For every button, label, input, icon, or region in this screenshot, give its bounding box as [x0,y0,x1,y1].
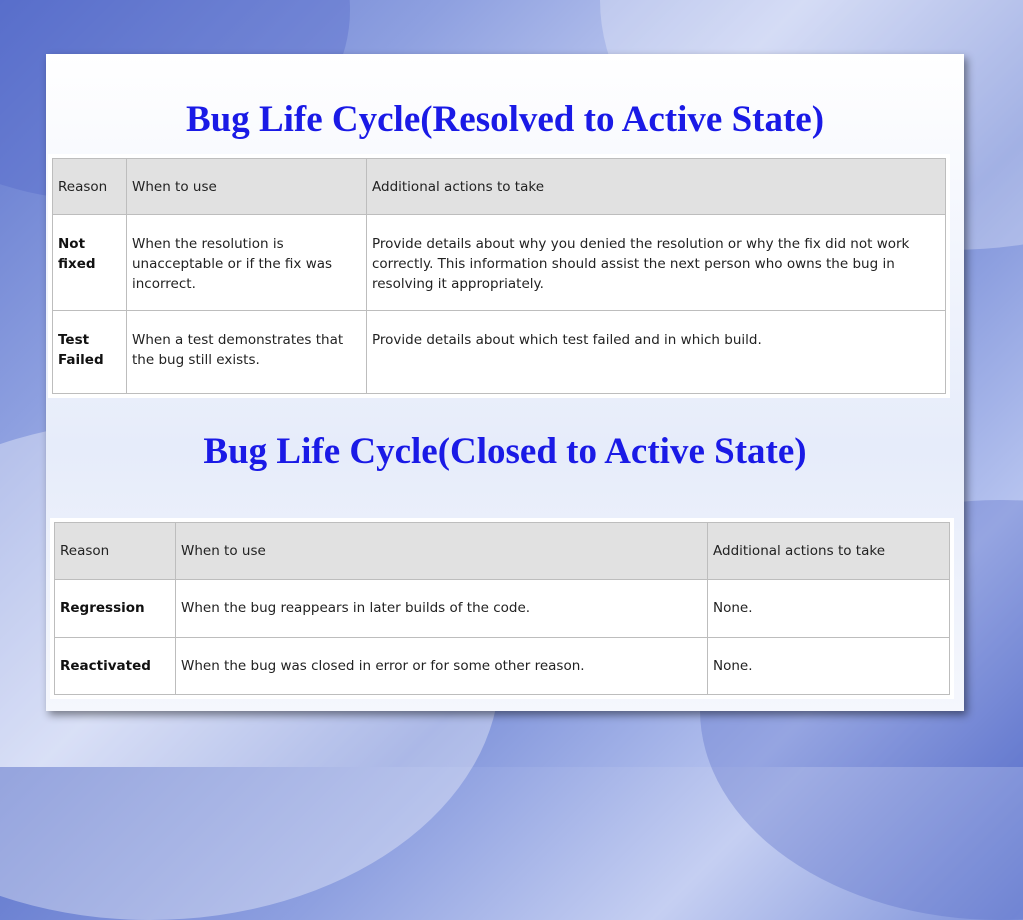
header-reason: Reason [53,159,127,215]
when-cell: When the bug reappears in later builds of the code. [176,580,708,637]
when-cell: When a test demonstrates that the bug still exists. [127,311,367,394]
slide [46,54,964,711]
reason-cell: Test Failed [53,311,127,394]
table-row [53,311,946,394]
header-reason: Reason [55,523,176,580]
header-when-to-use: When to use [127,159,367,215]
actions-cell: Provide details about why you denied the resolution or why the fix did not work correctly. This information should assist the next person who owns the bug in resolving it appropriately. [367,215,946,311]
actions-cell: None. [708,580,950,637]
actions-cell: Provide details about which test failed and in which build. [367,311,946,394]
actions-cell: None. [708,637,950,694]
resolved-to-active-table [52,158,946,394]
when-cell: When the bug was closed in error or for some other reason. [176,637,708,694]
table-header-row [55,523,950,580]
reason-cell: Regression [55,580,176,637]
table-container-closed [50,518,954,699]
table-row [53,215,946,311]
header-additional-actions: Additional actions to take [367,159,946,215]
table-row [55,580,950,637]
when-cell: When the resolution is unacceptable or if the fix was incorrect. [127,215,367,311]
table-header-row [53,159,946,215]
section-title-resolved-to-active: Bug Life Cycle(Resolved to Active State) [185,99,825,140]
closed-to-active-table [54,522,950,695]
table-container-resolved [48,154,950,398]
reason-cell: Not fixed [53,215,127,311]
table-row [55,637,950,694]
header-when-to-use: When to use [176,523,708,580]
header-additional-actions: Additional actions to take [708,523,950,580]
section-title-closed-to-active: Bug Life Cycle(Closed to Active State) [203,431,807,472]
reason-cell: Reactivated [55,637,176,694]
